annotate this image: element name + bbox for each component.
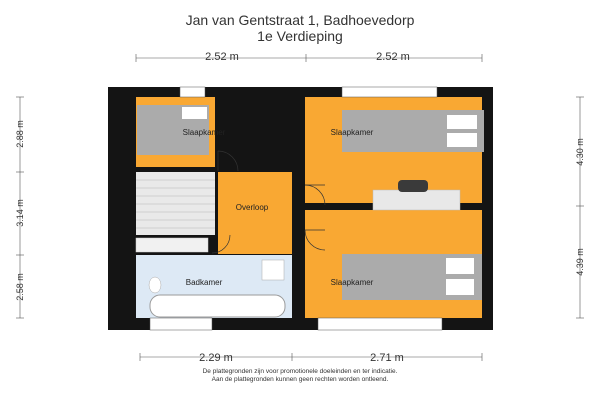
desk-chair-icon: [398, 180, 428, 192]
dimension-left-middle: 3.14 m: [15, 199, 25, 227]
pillow-icon: [447, 133, 477, 147]
floorplan-address: Jan van Gentstraat 1, Badhoevedorp: [185, 12, 415, 28]
floorplan-floor-level: 1e Verdieping: [257, 28, 343, 44]
dimension-right-top: 4.30 m: [575, 138, 585, 166]
dimension-lines-right: [576, 97, 584, 318]
dimension-bottom-left: 2.29 m: [199, 352, 233, 364]
room-label-bedroom-3: Slaapkamer: [330, 278, 374, 287]
window-bottom-left: [150, 318, 212, 330]
toilet-icon: [149, 277, 161, 293]
room-label-bathroom: Badkamer: [185, 278, 223, 287]
dimension-top-left: 2.52 m: [205, 51, 239, 63]
window-top-right: [342, 87, 437, 97]
pillow-icon: [447, 115, 477, 129]
dimension-left-top: 2.88 m: [15, 120, 25, 148]
bathtub: [150, 295, 285, 317]
stair-landing: [136, 238, 208, 252]
disclaimer-line-2: Aan de plattegronden kunnen geen rechten worden ontleend.: [211, 376, 389, 383]
window-bottom-right: [318, 318, 442, 330]
dimension-lines-top: [136, 54, 482, 62]
room-label-bedroom-2: Slaapkamer: [330, 128, 374, 137]
window-top-left: [180, 87, 205, 97]
room-label-landing: Overloop: [235, 203, 269, 212]
pillow-icon: [446, 279, 474, 295]
pillow-icon: [182, 107, 207, 119]
disclaimer-line-1: De plattegronden zijn voor promotionele doeleinden en ter indicatie.: [202, 368, 398, 375]
pillow-icon: [446, 258, 474, 274]
dimension-right-bottom: 4.39 m: [575, 248, 585, 276]
dimension-bottom-right: 2.71 m: [370, 352, 404, 364]
desk: [373, 190, 460, 210]
dimension-lines-bottom: [140, 353, 482, 361]
dimension-left-bottom: 2.58 m: [15, 273, 25, 301]
sink: [262, 260, 284, 280]
dimension-top-right: 2.52 m: [376, 51, 410, 63]
room-label-bedroom-1: Slaapkamer: [182, 128, 226, 137]
